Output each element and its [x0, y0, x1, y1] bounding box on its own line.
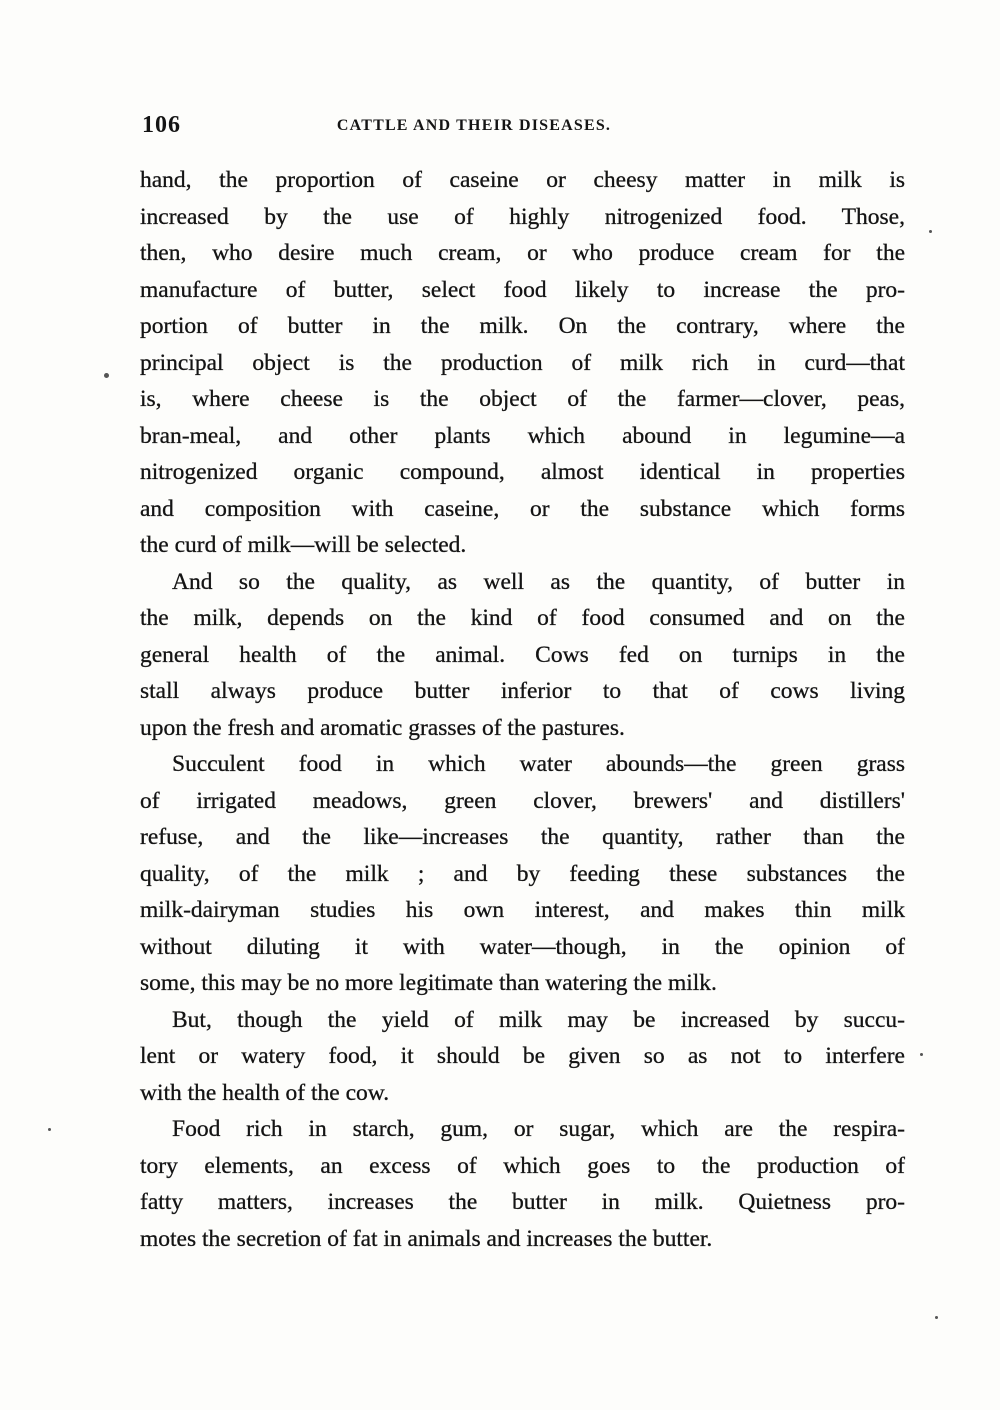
body-text	[140, 162, 905, 1257]
text-line: Food rich in starch, gum, or sugar, which are the respira-	[172, 1116, 905, 1142]
text-line: fatty matters, increases the butter in milk. Quietness pro-	[140, 1189, 905, 1215]
text-line: stall always produce butter inferior to that of cows living	[140, 678, 905, 704]
text-line: upon the fresh and aromatic grasses of the pastures.	[140, 714, 625, 741]
text-line: and composition with caseine, or the substance which forms	[140, 495, 905, 522]
paragraph	[140, 1002, 905, 1112]
text-line: milk-dairyman studies his own interest, and makes thin milk	[140, 897, 905, 923]
page-header	[142, 112, 907, 146]
scan-speck	[920, 1053, 923, 1056]
text-line: Succulent food in which water abounds—the green grass	[172, 751, 905, 777]
text-line: And so the quality, as well as the quantity, of butter in	[172, 568, 905, 595]
page-number: 106	[142, 112, 181, 138]
text-line: But, though the yield of milk may be increased by succu-	[172, 1006, 905, 1033]
scan-speck	[48, 1128, 51, 1131]
scan-speck	[935, 1316, 938, 1319]
text-line: motes the secretion of fat in animals and increases the butter.	[140, 1225, 713, 1252]
text-line: then, who desire much cream, or who produce cream for the	[140, 240, 905, 266]
text-line: of irrigated meadows, green clover, brewers' and distillers'	[140, 787, 905, 814]
text-line: tory elements, an excess of which goes to the production of	[140, 1152, 905, 1179]
scan-speck	[929, 230, 932, 233]
text-line: quality, of the milk ; and by feeding these substances the	[140, 860, 905, 887]
paragraph	[140, 1111, 905, 1257]
text-line: the milk, depends on the kind of food consumed and on the	[140, 605, 905, 631]
text-line: lent or watery food, it should be given so as not to interfere	[140, 1043, 905, 1069]
text-line: general health of the animal. Cows fed on turnips in the	[140, 641, 905, 668]
text-line: without diluting it with water—though, in the opinion of	[140, 933, 905, 960]
text-line: the curd of milk—will be selected.	[140, 532, 467, 558]
paragraph	[140, 564, 905, 747]
text-line: hand, the proportion of caseine or cheesy matter in milk is	[140, 167, 905, 193]
text-line: some, this may be no more legitimate than watering the milk.	[140, 970, 717, 996]
paragraph	[140, 162, 905, 564]
text-line: increased by the use of highly nitrogenized food. Those,	[140, 203, 905, 230]
text-line: bran-meal, and other plants which abound in legumine—a	[140, 422, 905, 449]
text-line: nitrogenized organic compound, almost identical in properties	[140, 459, 905, 485]
text-line: portion of butter in the milk. On the contrary, where the	[140, 313, 905, 339]
text-line: manufacture of butter, select food likely to increase the pro-	[140, 276, 905, 303]
running-title: CATTLE AND THEIR DISEASES.	[336, 117, 612, 134]
text-line: refuse, and the like—increases the quantity, rather than the	[140, 824, 905, 850]
text-line: with the health of the cow.	[140, 1079, 390, 1106]
paragraph	[140, 746, 905, 1002]
text-line: principal object is the production of milk rich in curd—that	[140, 349, 905, 376]
scan-speck	[104, 373, 109, 378]
text-line: is, where cheese is the object of the farmer—clover, peas,	[140, 386, 905, 412]
